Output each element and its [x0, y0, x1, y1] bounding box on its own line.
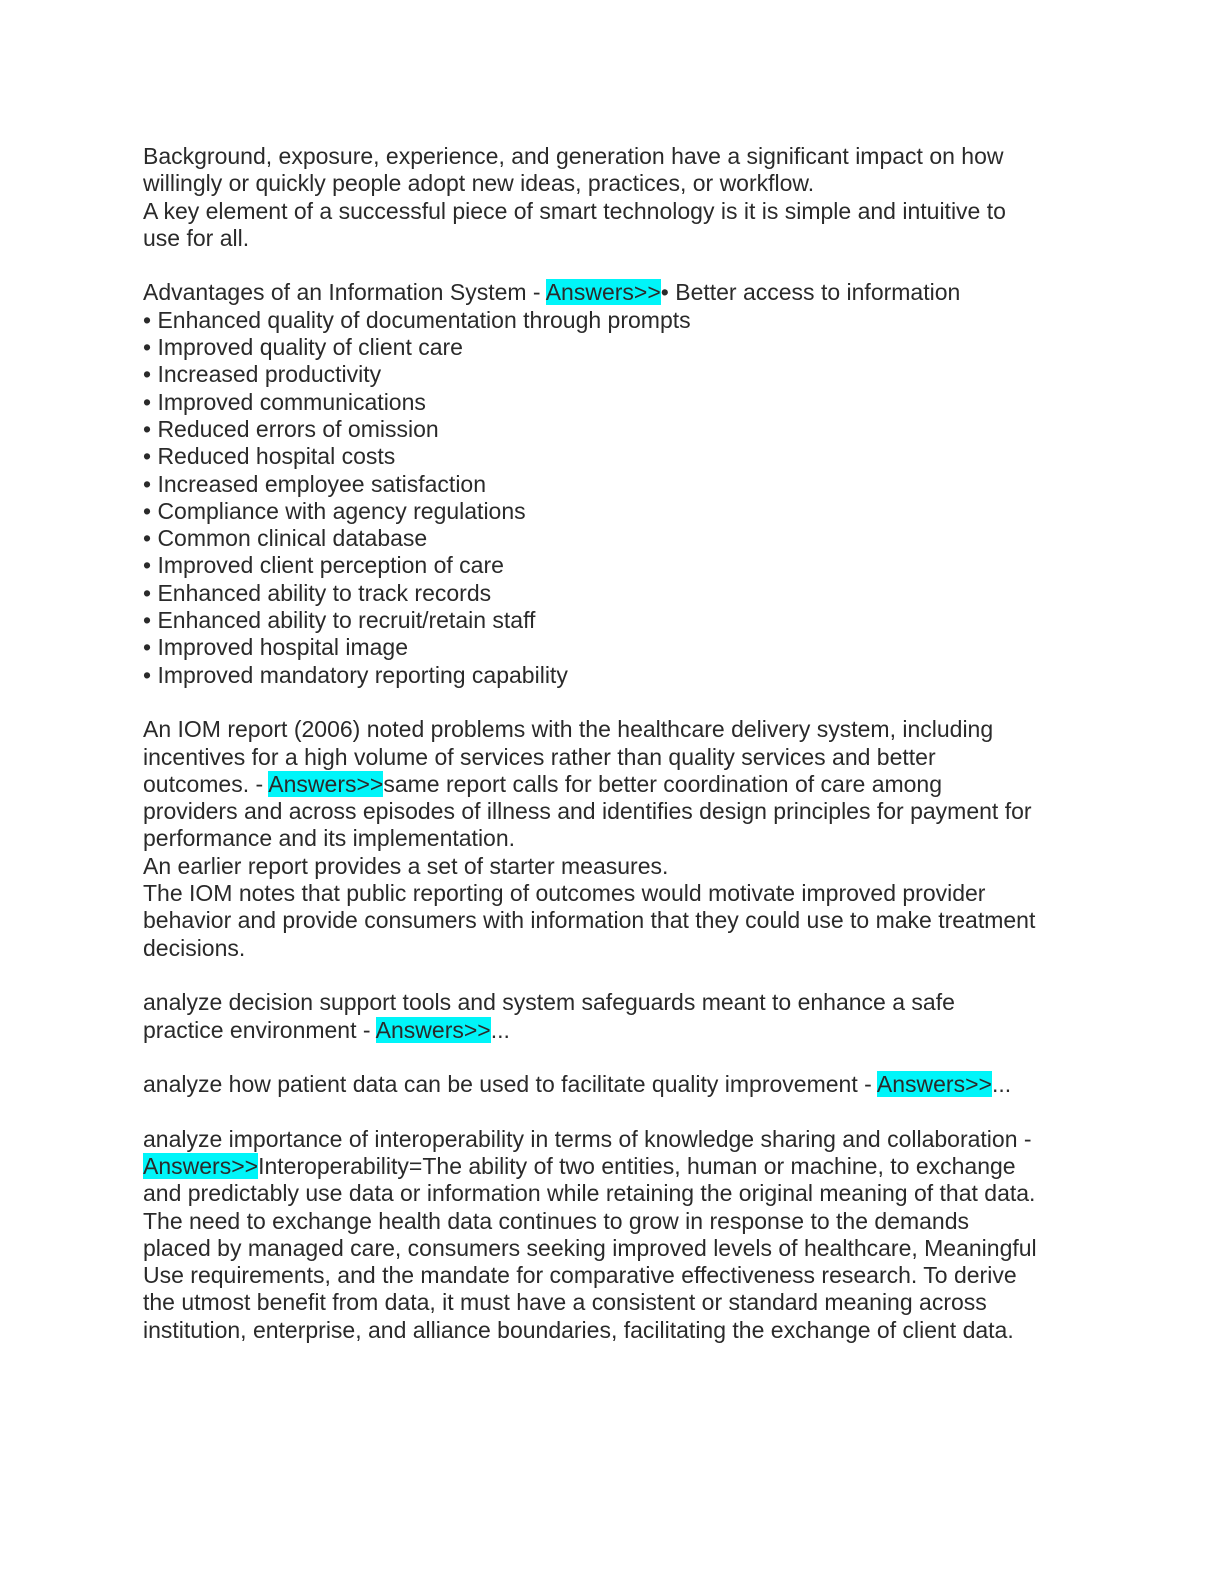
interoperability-line: placed by managed care, consumers seeking improved levels of healthcare, Meaningful [143, 1234, 1037, 1261]
iom-line [143, 771, 1083, 798]
interoperability-line: and predictably use data or information while retaining the original meaning of that data. [143, 1180, 1036, 1207]
decision-support-paragraph [143, 989, 1083, 1044]
answer-first-item: • Better access to information [660, 279, 961, 306]
iom-line: performance and its implementation. [143, 825, 516, 852]
list-item: • Improved communications [143, 388, 426, 415]
interoperability-line: the utmost benefit from data, it must have a consistent or standard meaning across [143, 1289, 987, 1316]
answer-marker: Answers>> [545, 279, 661, 306]
question-text: practice environment - [143, 1016, 376, 1043]
interoperability-line [143, 1153, 1083, 1180]
iom-line: behavior and provide consumers with information that they could use to make treatment [143, 907, 1036, 934]
answer-marker: Answers>> [375, 1016, 491, 1043]
patient-data-line [143, 1071, 1083, 1098]
advantages-paragraph [143, 279, 1083, 688]
decision-support-line [143, 1017, 1083, 1044]
question-text: Advantages of an Information System - [143, 279, 546, 306]
iom-line: An earlier report provides a set of starter measures. [143, 852, 669, 879]
list-item: • Increased employee satisfaction [143, 470, 487, 497]
answer-text: Interoperability=The ability of two entities, human or machine, to exchange [258, 1152, 1016, 1179]
list-item: • Improved mandatory reporting capability [143, 661, 568, 688]
list-item: • Reduced errors of omission [143, 415, 439, 442]
answer-marker: Answers>> [268, 770, 384, 797]
question-text: analyze how patient data can be used to facilitate quality improvement - [143, 1071, 877, 1098]
list-item: • Enhanced ability to track records [143, 579, 492, 606]
answer-text: ... [490, 1016, 510, 1043]
question-text: outcomes. - [143, 770, 269, 797]
list-item: • Improved client perception of care [143, 552, 504, 579]
list-item: • Increased productivity [143, 361, 382, 388]
list-item: • Improved quality of client care [143, 334, 463, 361]
interoperability-line: The need to exchange health data continues to grow in response to the demands [143, 1207, 970, 1234]
intro-line: Background, exposure, experience, and generation have a significant impact on how [143, 143, 1004, 169]
interoperability-line: analyze importance of interoperability in terms of knowledge sharing and collaboration - [143, 1125, 1032, 1152]
interoperability-paragraph [143, 1126, 1083, 1344]
patient-data-paragraph [143, 1071, 1083, 1098]
iom-line: An IOM report (2006) noted problems with the healthcare delivery system, including [143, 716, 994, 743]
answer-marker: Answers>> [143, 1152, 259, 1179]
intro-line: willingly or quickly people adopt new ideas, practices, or workflow. [143, 170, 815, 197]
intro-paragraph [143, 143, 1083, 252]
list-item: • Compliance with agency regulations [143, 497, 526, 524]
intro-line: use for all. [143, 224, 250, 251]
iom-paragraph [143, 716, 1083, 962]
list-item: • Improved hospital image [143, 634, 409, 661]
interoperability-line: Use requirements, and the mandate for comparative effectiveness research. To derive [143, 1262, 1017, 1289]
decision-support-line: analyze decision support tools and system safeguards meant to enhance a safe [143, 989, 955, 1016]
answer-text: same report calls for better coordination of care among [383, 770, 943, 797]
list-item: • Common clinical database [143, 525, 428, 552]
interoperability-line: institution, enterprise, and alliance boundaries, facilitating the exchange of client data. [143, 1316, 1014, 1343]
answer-text: ... [991, 1071, 1012, 1098]
iom-line: providers and across episodes of illness and identifies design principles for payment for [143, 798, 1032, 825]
answer-marker: Answers>> [876, 1071, 992, 1098]
list-item: • Enhanced ability to recruit/retain staff [143, 607, 536, 634]
list-item: • Reduced hospital costs [143, 443, 396, 470]
iom-line: The IOM notes that public reporting of outcomes would motivate improved provider [143, 880, 986, 907]
document-page [143, 143, 1083, 1344]
iom-line: decisions. [143, 934, 246, 961]
intro-line: A key element of a successful piece of smart technology is it is simple and intuitive to [143, 197, 1006, 224]
advantages-question-line [143, 279, 1083, 306]
iom-line: incentives for a high volume of services rather than quality services and better [143, 743, 936, 770]
list-item: • Enhanced quality of documentation through prompts [143, 306, 691, 333]
